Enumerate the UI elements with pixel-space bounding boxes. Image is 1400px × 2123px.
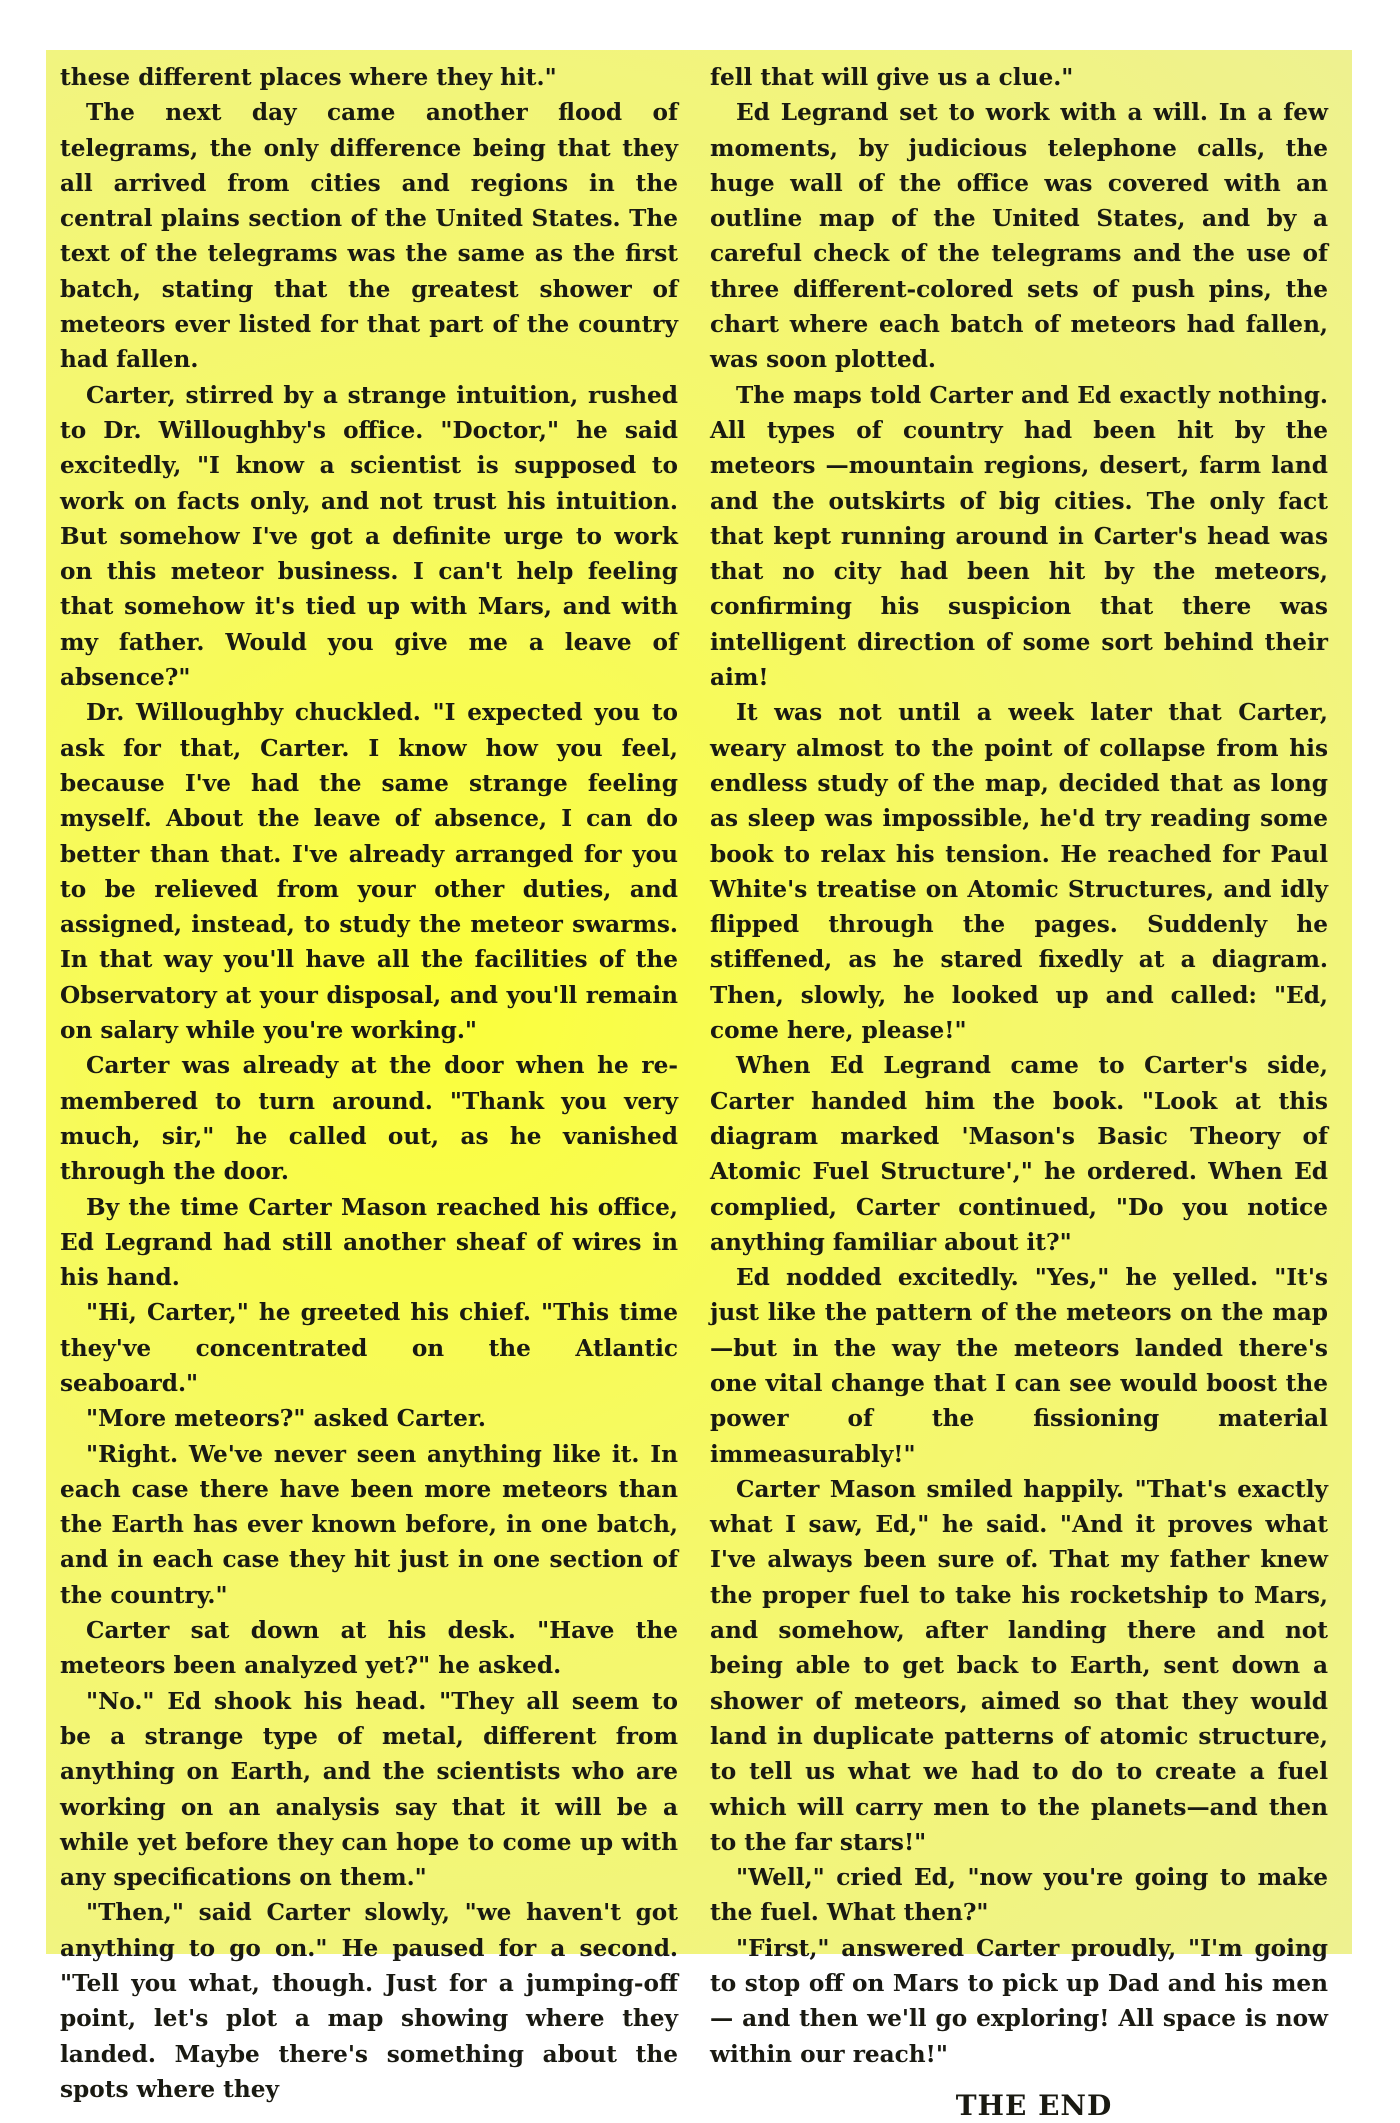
- story-page: [46, 50, 1352, 2122]
- paragraph: Ed Legrand set to work with a will. In a few moments, by judicious telephone calls, the huge wall of the office was covered with an outline map of the United States, and by a careful check of the telegrams and the use of three different-colored sets of push pins, the chart where each batch of meteors had fallen, was soon plotted.: [710, 99, 1328, 374]
- paragraph: Carter, stirred by a strange intuition, rushed to Dr. Willoughby's office. "Doctor," he said excitedly, "I know a scientist is supposed to work on facts only, and not trust his intuition. But somehow I've got a definite urge to work on this meteor business. I can't help feeling that somehow it's tied up with Mars, and with my father. Would you give me a leave of absence?": [60, 381, 678, 692]
- paragraph: "Well," cried Ed, "now you're going to make the fuel. What then?": [710, 1864, 1328, 1927]
- left-column: [60, 60, 678, 2107]
- paragraph: "First," answered Carter proudly, "I'm going to stop off on Mars to pick up Dad and his men— and then we'll go exploring! All space is now within our reach!": [710, 1934, 1328, 2068]
- paragraph: "Then," said Carter slowly, "we haven't got anything to go on." He paused for a second. "Tell you what, though. Just for a jumping-off point, let's plot a map showing where they landed. Maybe there's something about the spots where they: [60, 1899, 678, 2103]
- paragraph: It was not until a week later that Carter, weary almost to the point of collapse from his endless study of the map, decided that as long as sleep was impossible, he'd try reading some book to relax his tension. He reached for Paul White's treatise on Atomic Structures, and idly flipped through the pages. Suddenly he stiffened, as he stared fixedly at a diagram. Then, slowly, he looked up and called: "Ed, come here, please!": [710, 699, 1328, 1045]
- right-column: [710, 60, 1328, 2123]
- paragraph: Carter was already at the door when he remembered to turn around. "Thank you very much, sir," he called out, as he vanished through the door.: [60, 1052, 678, 1186]
- paragraph: "Right. We've never seen anything like it. In each case there have been more meteors than the Earth has ever known before, in one batch, and in each case they hit just in one section of the country.": [60, 1440, 678, 1609]
- paragraph: fell that will give us a clue.": [710, 64, 1074, 91]
- paragraph: By the time Carter Mason reached his office, Ed Legrand had still another sheaf of wires in his hand.: [60, 1193, 678, 1292]
- the-end-label: THE END: [955, 2088, 1113, 2122]
- paragraph: The maps told Carter and Ed exactly nothing. All types of country had been hit by the meteors —mountain regions, desert, farm land and the outskirts of big cities. The only fact that kept running around in Carter's head was that no city had been hit by the meteors, confirming his suspicion that there was intelligent direction of some sort behind their aim!: [710, 381, 1328, 692]
- paragraph: "No." Ed shook his head. "They all seem to be a strange type of metal, different from anything on Earth, and the scientists who are working on an analysis say that it will be a while yet before they can hope to come up with any specifications on them.": [60, 1687, 678, 1892]
- paragraph: The next day came another flood of telegrams, the only difference being that they all arrived from cities and regions in the central plains section of the United States. The text of the telegrams was the same as the first batch, stating that the greatest shower of meteors ever listed for that part of the country had fallen.: [60, 99, 678, 374]
- paragraph: Ed nodded excitedly. "Yes," he yelled. "It's just like the pattern of the meteors on the map—but in the way the meteors landed there's one vital change that I can see would boost the power of the fissioning material immeasurably!": [710, 1264, 1328, 1468]
- paragraph: these different places where they hit.": [60, 64, 557, 91]
- paragraph: Carter Mason smiled happily. "That's exactly what I saw, Ed," he said. "And it proves what I've always been sure of. That my father knew the proper fuel to take his rocketship to Mars, and somehow, after landing there and not being able to get back to Earth, sent down a shower of meteors, aimed so that they would land in duplicate patterns of atomic structure, to tell us what we had to do to create a fuel which will carry men to the planets—and then to the far stars!": [710, 1475, 1328, 1856]
- paragraph: "More meteors?" asked Carter.: [86, 1405, 486, 1433]
- paragraph: Carter sat down at his desk. "Have the meteors been analyzed yet?" he asked.: [60, 1617, 678, 1680]
- paragraph: Dr. Willoughby chuckled. "I expected you to ask for that, Carter. I know how you feel, because I've had the same strange feeling myself. About the leave of absence, I can do better than that. I've already arranged for you to be relieved from your other duties, and assigned, instead, to study the meteor swarms. In that way you'll have all the facilities of the Observatory at your disposal, and you'll remain on salary while you're working.": [60, 699, 678, 1045]
- paragraph: "Hi, Carter," he greeted his chief. "This time they've concentrated on the Atlantic seaboard.": [60, 1299, 678, 1397]
- paragraph: When Ed Legrand came to Carter's side, Carter handed him the book. "Look at this diagram marked 'Mason's Basic Theory of Atomic Fuel Structure'," he ordered. When Ed complied, Carter continued, "Do you notice anything familiar about it?": [710, 1052, 1328, 1256]
